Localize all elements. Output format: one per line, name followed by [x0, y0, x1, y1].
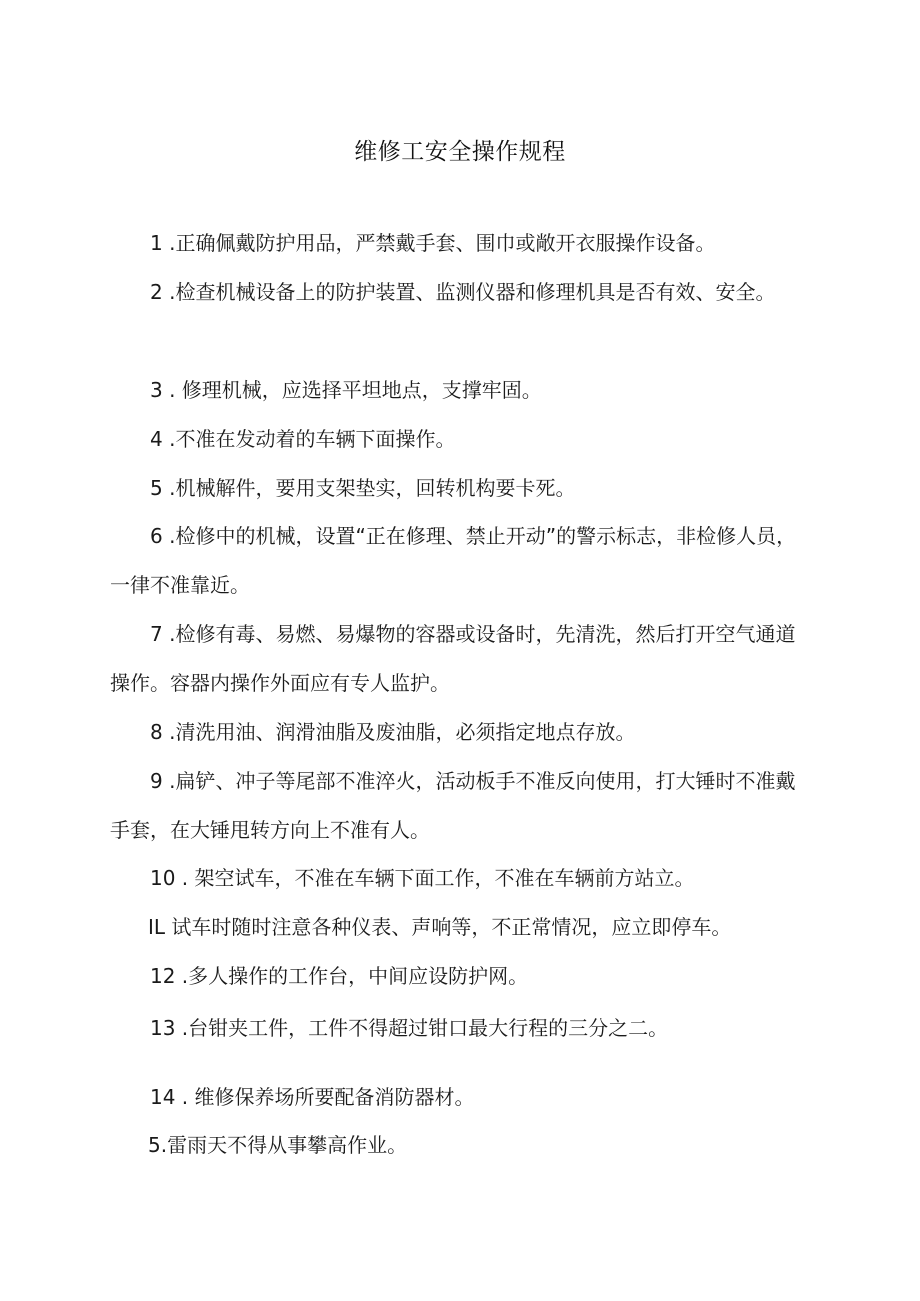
rule-item-2: 2 .检查机械设备上的防护装置、监测仪器和修理机具是否有效、安全。	[150, 280, 776, 304]
rule-item-6: 6 .检修中的机械，设置“正在修理、禁止开动”的警示标志，非检修人员，一律不准靠近。	[110, 524, 797, 597]
rule-item-4: 4 .不准在发动着的车辆下面操作。	[150, 427, 456, 451]
document-title: 维修工安全操作规程	[354, 139, 566, 165]
rule-item-10: 10 . 架空试车，不准在车辆下面工作，不准在车辆前方站立。	[150, 866, 695, 890]
rule-item-14: 14 . 维修保养场所要配备消防器材。	[150, 1085, 475, 1109]
rule-item-1: 1 .正确佩戴防护用品，严禁戴手套、围巾或敞开衣服操作设备。	[150, 231, 716, 255]
rule-item-9: 9 .扁铲、冲子等尾部不准淬火，活动板手不准反向使用，打大锤时不准戴手套，在大锤甩转方向上不准有人。	[110, 769, 796, 842]
rule-item-11: IL 试车时随时注意各种仪表、声响等，不正常情况，应立即停车。	[148, 915, 732, 939]
rule-item-12: 12 .多人操作的工作台，中间应设防护网。	[150, 964, 529, 988]
rule-item-3: 3 . 修理机械，应选择平坦地点，支撑牢固。	[150, 378, 542, 402]
rule-item-13: 13 .台钳夹工件，工件不得超过钳口最大行程的三分之二。	[150, 1016, 669, 1040]
rule-item-8: 8 .清洗用油、润滑油脂及废油脂，必须指定地点存放。	[150, 720, 636, 744]
rule-item-15: 5.雷雨天不得从事攀高作业。	[148, 1133, 408, 1157]
rule-item-5: 5 .机械解件，要用支架垫实，回转机构要卡死。	[150, 476, 576, 500]
rule-item-7: 7 .检修有毒、易燃、易爆物的容器或设备时，先清洗，然后打开空气通道操作。容器内操作外面应有专人监护。	[110, 622, 796, 695]
